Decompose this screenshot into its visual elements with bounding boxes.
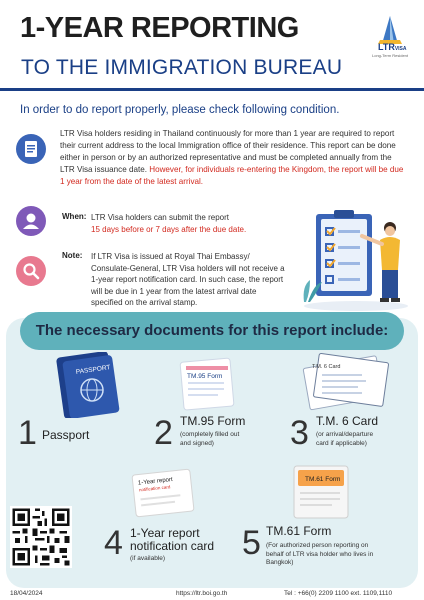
- logo-text: LTRVISA: [378, 42, 407, 52]
- doc-number-4: 4: [104, 524, 123, 562]
- notification-card-icon: [126, 466, 202, 524]
- doc-sub-tm95: (completely filled out and signed): [180, 431, 240, 447]
- doc-name-passport: Passport: [42, 428, 90, 442]
- qr-code-icon[interactable]: [10, 506, 72, 568]
- svg-text:1-Year report: 1-Year report: [137, 476, 173, 487]
- when-text: LTR Visa holders can submit the report 15 days before or 7 days after the due date.: [91, 213, 247, 234]
- doc-number-5: 5: [242, 524, 261, 562]
- doc-number-1: 1: [18, 414, 37, 452]
- page-title: 1-YEAR REPORTING: [20, 12, 299, 44]
- passport-icon: [54, 352, 124, 418]
- svg-text:TM.95 Form: TM.95 Form: [187, 373, 223, 380]
- svg-text:notification card: notification card: [138, 484, 171, 493]
- doc-name-notification-card: 1-Year report notification card: [130, 526, 215, 553]
- info-paragraph: LTR Visa holders residing in Thailand continuously for more than 1 year are required to report their current address to the local Immigration office of their residence. This report can be done either in person or by an authorized representative and must be completed annually from the LTR Visa issuance date. However, for individuals re-entering the Kingdom, the report will be due 1 year from the date of the latest arrival.: [60, 129, 404, 186]
- note-label: Note:: [62, 251, 83, 260]
- doc-sub-tm61: (For authorized person reporting on behalf of LTR visa holder who lives in Bangkok): [266, 542, 374, 566]
- search-icon: [16, 256, 46, 286]
- doc-sub-tm6: (or arrival/departure card if applicable): [316, 431, 374, 447]
- documents-title: The necessary documents for this report include:: [20, 312, 404, 350]
- doc-number-2: 2: [154, 414, 173, 452]
- document-icon: [16, 134, 46, 164]
- user-icon: [16, 206, 46, 236]
- footer-date: 18/04/2024: [10, 590, 43, 597]
- checklist-illustration-icon: [296, 206, 416, 314]
- note-text: If LTR Visa is issued at Royal Thai Embassy/ Consulate-General, LTR Visa holders will not receive a 1-year report notification card. In such case, the report will be due in 1 year from the latest arrival date specified on the arrival stamp.: [91, 252, 285, 307]
- svg-text:PASSPORT: PASSPORT: [75, 364, 111, 376]
- page-subtitle: TO THE IMMIGRATION BUREAU: [21, 56, 343, 79]
- svg-text:TM.61 Form: TM.61 Form: [305, 476, 341, 483]
- svg-text:T.M. 6 Card: T.M. 6 Card: [312, 364, 341, 370]
- when-label: When:: [62, 212, 87, 221]
- header: [0, 0, 424, 92]
- doc-name-tm95: TM.95 Form: [180, 414, 246, 428]
- footer-telephone: Tel : +66(0) 2209 1100 ext. 1109,1110: [284, 590, 393, 597]
- doc-name-tm6: T.M. 6 Card: [316, 414, 379, 428]
- tm61-form-icon: [288, 462, 354, 522]
- footer-url-link[interactable]: https://ltr.boi.go.th: [176, 590, 228, 597]
- doc-sub-notification-card: (if available): [130, 555, 166, 562]
- doc-name-tm61: TM.61 Form: [266, 524, 332, 538]
- tm6-card-icon: [302, 352, 392, 414]
- header-divider: [0, 88, 424, 91]
- footer: [0, 590, 424, 600]
- doc-number-3: 3: [290, 414, 309, 452]
- logo-subtitle: Long-Term Resident: [372, 53, 409, 58]
- tm95-form-icon: [176, 356, 240, 412]
- intro-text: In order to do report properly, please check following condition.: [20, 104, 340, 116]
